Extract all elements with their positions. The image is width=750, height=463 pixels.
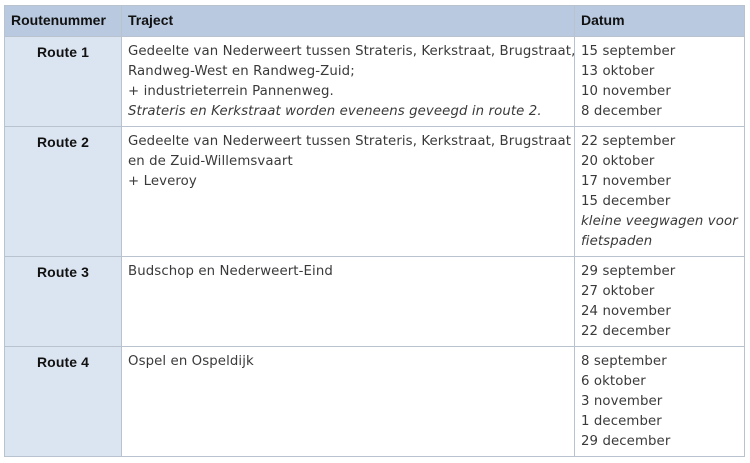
table-body [5, 37, 745, 457]
date-entry: 20 oktober [581, 154, 655, 169]
table-row [5, 347, 745, 457]
traject-line: Budschop en Nederweert-Eind [128, 264, 333, 279]
traject-line: Ospel en Ospeldijk [128, 354, 254, 369]
date-entry: 10 november [581, 84, 671, 99]
header-row [5, 6, 745, 37]
date-entry: 15 september [581, 44, 676, 59]
date-cell [575, 257, 745, 347]
date-entry: 8 september [581, 354, 667, 369]
date-entry: 1 december [581, 414, 662, 429]
traject-line: + industrieterrein Pannenweg. [128, 84, 334, 99]
date-cell [575, 37, 745, 127]
route-number-cell: Route 4 [5, 347, 122, 457]
traject-line: Gedeelte van Nederweert tussen Strateris, Kerkstraat, Brugstraat [128, 134, 572, 149]
date-entry: 3 november [581, 394, 663, 409]
route-number-cell: Route 2 [5, 127, 122, 257]
route-number-cell: Route 1 [5, 37, 122, 127]
traject-note: Strateris en Kerkstraat worden eveneens geveegd in route 2. [128, 104, 542, 119]
header-datum: Datum [575, 6, 745, 37]
header-routenummer: Routenummer [5, 6, 122, 37]
date-entry: 27 oktober [581, 284, 655, 299]
traject-cell [122, 257, 575, 347]
date-entry: 17 november [581, 174, 671, 189]
date-entry: 13 oktober [581, 64, 655, 79]
date-entry: 29 september [581, 264, 676, 279]
date-entry: 24 november [581, 304, 671, 319]
traject-cell [122, 347, 575, 457]
date-entry: 29 december [581, 434, 671, 449]
table-row [5, 127, 745, 257]
date-cell [575, 127, 745, 257]
traject-line: Gedeelte van Nederweert tussen Strateris, Kerkstraat, Brugstraat, [128, 44, 576, 59]
route-number-cell: Route 3 [5, 257, 122, 347]
date-entry: 6 oktober [581, 374, 646, 389]
traject-line: en de Zuid-Willemsvaart [128, 154, 293, 169]
date-entry: 15 december [581, 194, 671, 209]
table-row [5, 37, 745, 127]
header-traject: Traject [122, 6, 575, 37]
table-header [5, 6, 745, 37]
traject-cell [122, 37, 575, 127]
date-entry: 22 december [581, 324, 671, 339]
date-cell [575, 347, 745, 457]
traject-line: Randweg-West en Randweg-Zuid; [128, 64, 355, 79]
route-schedule-table [4, 5, 745, 457]
traject-line: + Leveroy [128, 174, 197, 189]
traject-cell [122, 127, 575, 257]
date-note: kleine veegwagen voor fietspaden [581, 214, 738, 249]
table-row [5, 257, 745, 347]
date-entry: 22 september [581, 134, 676, 149]
date-entry: 8 december [581, 104, 662, 119]
